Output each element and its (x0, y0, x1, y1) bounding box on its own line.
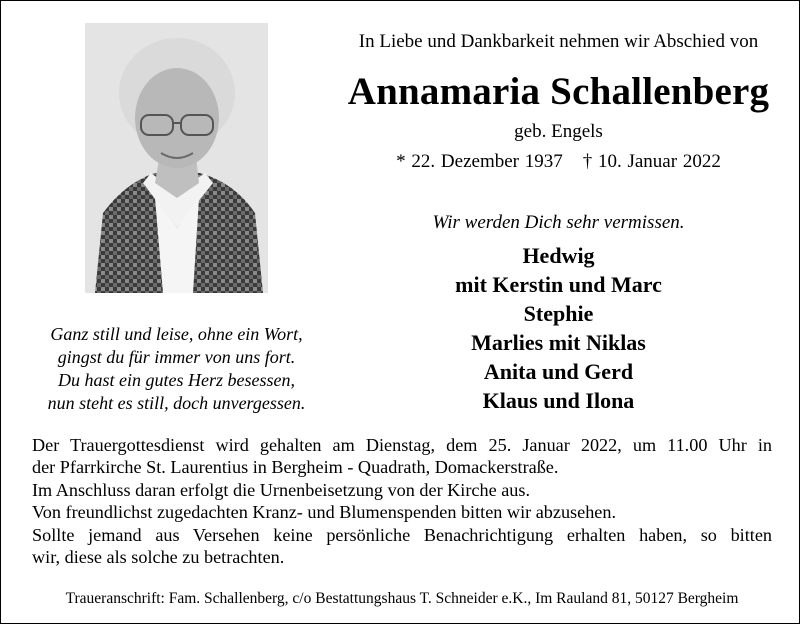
family-member: Stephie (523, 301, 594, 326)
service-line: der Pfarrkirche St. Laurentius in Bergheim - Quadrath, Domackerstraße. (32, 457, 559, 478)
miss-line: Wir werden Dich sehr vermissen. (432, 212, 685, 233)
poem-line: Du hast ein gutes Herz besessen, (58, 370, 295, 390)
poem-line: gingst du für immer von uns fort. (57, 347, 296, 367)
family-member: Anita und Gerd (483, 359, 634, 384)
family-member: Marlies mit Niklas (471, 330, 646, 355)
family-member: mit Kerstin und Marc (455, 272, 662, 297)
poem (19, 323, 334, 415)
family-member: Hedwig (522, 243, 595, 268)
intro-line: In Liebe und Dankbarkeit nehmen wir Abschied von (358, 31, 759, 52)
service-line: Der Trauergottesdienst wird gehalten am Dienstag, dem 25. Januar 2022, um 11.00 Uhr in (32, 435, 772, 455)
service-line: Im Anschluss daran erfolgt die Urnenbeisetzung von der Kirche aus. (32, 479, 530, 500)
family-list (331, 241, 786, 415)
portrait-photo (85, 23, 268, 293)
service-details (32, 434, 772, 568)
poem-line: nun steht es still, doch unvergessen. (47, 393, 306, 413)
service-line: Von freundlichst zugedachten Kranz- und Blumenspenden bitten wir abzusehen. (32, 502, 617, 523)
service-line: Sollte jemand aus Versehen keine persönliche Benachrichtigung erhalten haben, so bitten (32, 524, 772, 545)
born-name: geb. Engels (514, 121, 603, 142)
service-line: wir, diese als solche zu betrachten. (32, 547, 285, 568)
death-date: † 10. Januar 2022 (582, 151, 721, 172)
birth-date: * 22. Dezember 1937 (396, 151, 563, 172)
family-member: Klaus und Ilona (482, 388, 635, 413)
life-dates (331, 151, 786, 173)
deceased-name: Annamaria Schallenberg (347, 70, 770, 113)
mourning-address: Traueranschrift: Fam. Schallenberg, c/o Bestattungshaus T. Schneider e.K., Im Rauland 81, 50127 Bergheim (65, 590, 739, 607)
poem-line: Ganz still und leise, ohne ein Wort, (50, 324, 303, 344)
